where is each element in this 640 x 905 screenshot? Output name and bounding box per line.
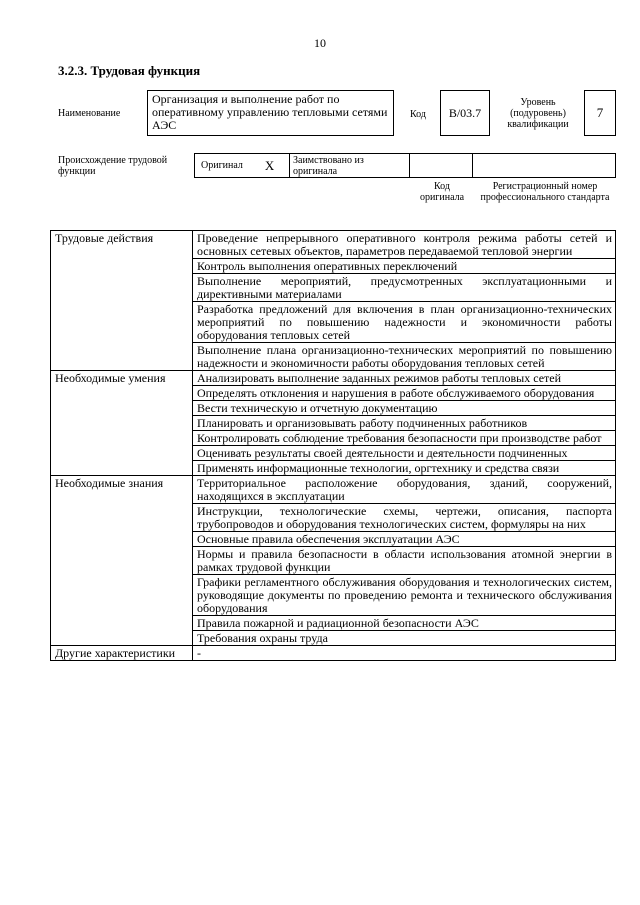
section-label: Необходимые знания [51,476,193,646]
code-orig-label: Код оригинала [419,181,465,203]
section-label: Другие характеристики [51,646,193,661]
section-item: Нормы и правила безопасности в области использования атомной энергии в рамках трудовой функции [193,547,616,575]
section-item: Оценивать результаты своей деятельности и деятельности подчиненных [193,446,616,461]
table-row [51,231,616,259]
section-item: Выполнение плана организационно-технических мероприятий по повышению надежности и экономичности работы оборудования тепловых сетей [193,343,616,371]
section-item: Территориальное расположение оборудования, зданий, сооружений, находящихся в эксплуатации [193,476,616,504]
code-value: В/03.7 [440,90,490,136]
page-number: 10 [314,36,326,50]
section-item: Контролировать соблюдение требования безопасности при производстве работ [193,431,616,446]
table-row [51,476,616,504]
table-row [51,371,616,386]
name-label: Наименование [58,108,121,119]
section-item: Выполнение мероприятий, предусмотренных эксплуатационными и директивными материалами [193,274,616,302]
origin-table [194,153,616,178]
code-orig-cell [410,154,473,177]
original-label: Оригинал [201,160,243,171]
reg-number-label: Регистрационный номер профессионального стандарта [480,181,610,203]
section-title: 3.2.3. Трудовая функция [58,63,201,78]
section-label: Необходимые умения [51,371,193,476]
table-row [51,646,616,661]
borrowed-label: Заимствовано из оригинала [290,154,410,177]
name-value: Организация и выполнение работ по оперативному управлению тепловыми сетями АЭС [147,90,394,136]
section-item: Планировать и организовывать работу подчиненных работников [193,416,616,431]
section-item: Требования охраны труда [193,631,616,646]
function-table [50,230,616,661]
original-mark: X [264,158,275,173]
reg-number-cell [473,154,615,177]
section-item: Определять отклонения и нарушения в работе обслуживаемого оборудования [193,386,616,401]
section-item: Контроль выполнения оперативных переключений [193,259,616,274]
section-item: Инструкции, технологические схемы, чертежи, описания, паспорта трубопроводов и оборудования технологических систем, формуляры на них [193,504,616,532]
section-item: Применять информационные технологии, оргтехнику и средства связи [193,461,616,476]
section-item: - [193,646,616,661]
section-item: Вести техническую и отчетную документацию [193,401,616,416]
level-label: Уровень (подуровень) квалификации [507,97,569,130]
section-item: Правила пожарной и радиационной безопасности АЭС [193,616,616,631]
section-item: Анализировать выполнение заданных режимов работы тепловых сетей [193,371,616,386]
section-item: Графики регламентного обслуживания оборудования и технологических систем, руководящие документы по проведению ремонта и технического обслуживания оборудования [193,575,616,616]
section-item: Разработка предложений для включения в план организационно-технических мероприятий по повышению надежности и экономичности работы оборудования тепловых сетей [193,302,616,343]
level-value: 7 [584,90,616,136]
section-item: Основные правила обеспечения эксплуатации АЭС [193,532,616,547]
section-label: Трудовые действия [51,231,193,371]
section-item: Проведение непрерывного оперативного контроля режима работы сетей и основных сетевых объектов, параметров передаваемой тепловой энергии [193,231,616,259]
origin-label: Происхождение трудовой функции [58,155,168,177]
code-label: Код [410,109,426,120]
origin-original-cell [195,154,290,177]
